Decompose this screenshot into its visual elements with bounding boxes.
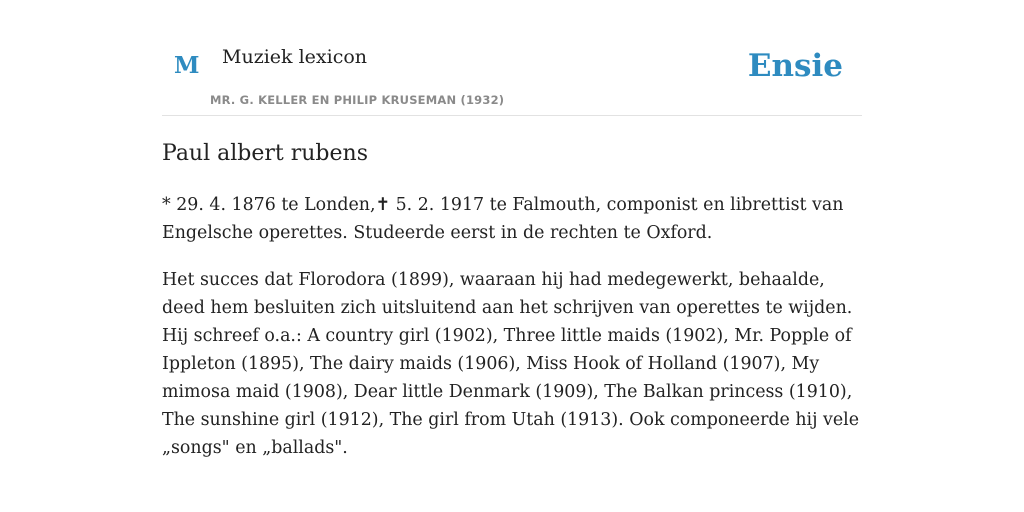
article — [162, 140, 862, 462]
brand-logo-link[interactable]: Ensie — [747, 48, 843, 84]
source-logo[interactable]: M — [174, 52, 200, 79]
article-paragraph: Het succes dat Florodora (1899), waaraan hij had medegewerkt, behaalde, deed hem besluiten zich uitsluitend aan het schrijven van operettes te wijden. Hij schreef o.a.: A country girl (1902), Three little maids (1902), Mr. Popple of Ippleton (1895), The dairy maids (1906), Miss Hook of Holland (1907), My mimosa maid (1908), Dear little Denmark (1909), The Balkan princess (1910), The sunshine girl (1912), The girl from Utah (1913). Ook componeerde hij vele „songs" en „ballads". — [162, 269, 860, 458]
source-authors: MR. G. KELLER EN PHILIP KRUSEMAN (1932) — [210, 93, 505, 107]
source-title-link[interactable]: Muziek lexicon — [222, 46, 368, 68]
source-header — [162, 0, 862, 116]
article-paragraph: * 29. 4. 1876 te Londen,✝ 5. 2. 1917 te Falmouth, componist en librettist van Engelsche operettes. Studeerde eerst in de rechten te Oxford. — [162, 194, 844, 243]
article-title: Paul albert rubens — [162, 141, 368, 166]
